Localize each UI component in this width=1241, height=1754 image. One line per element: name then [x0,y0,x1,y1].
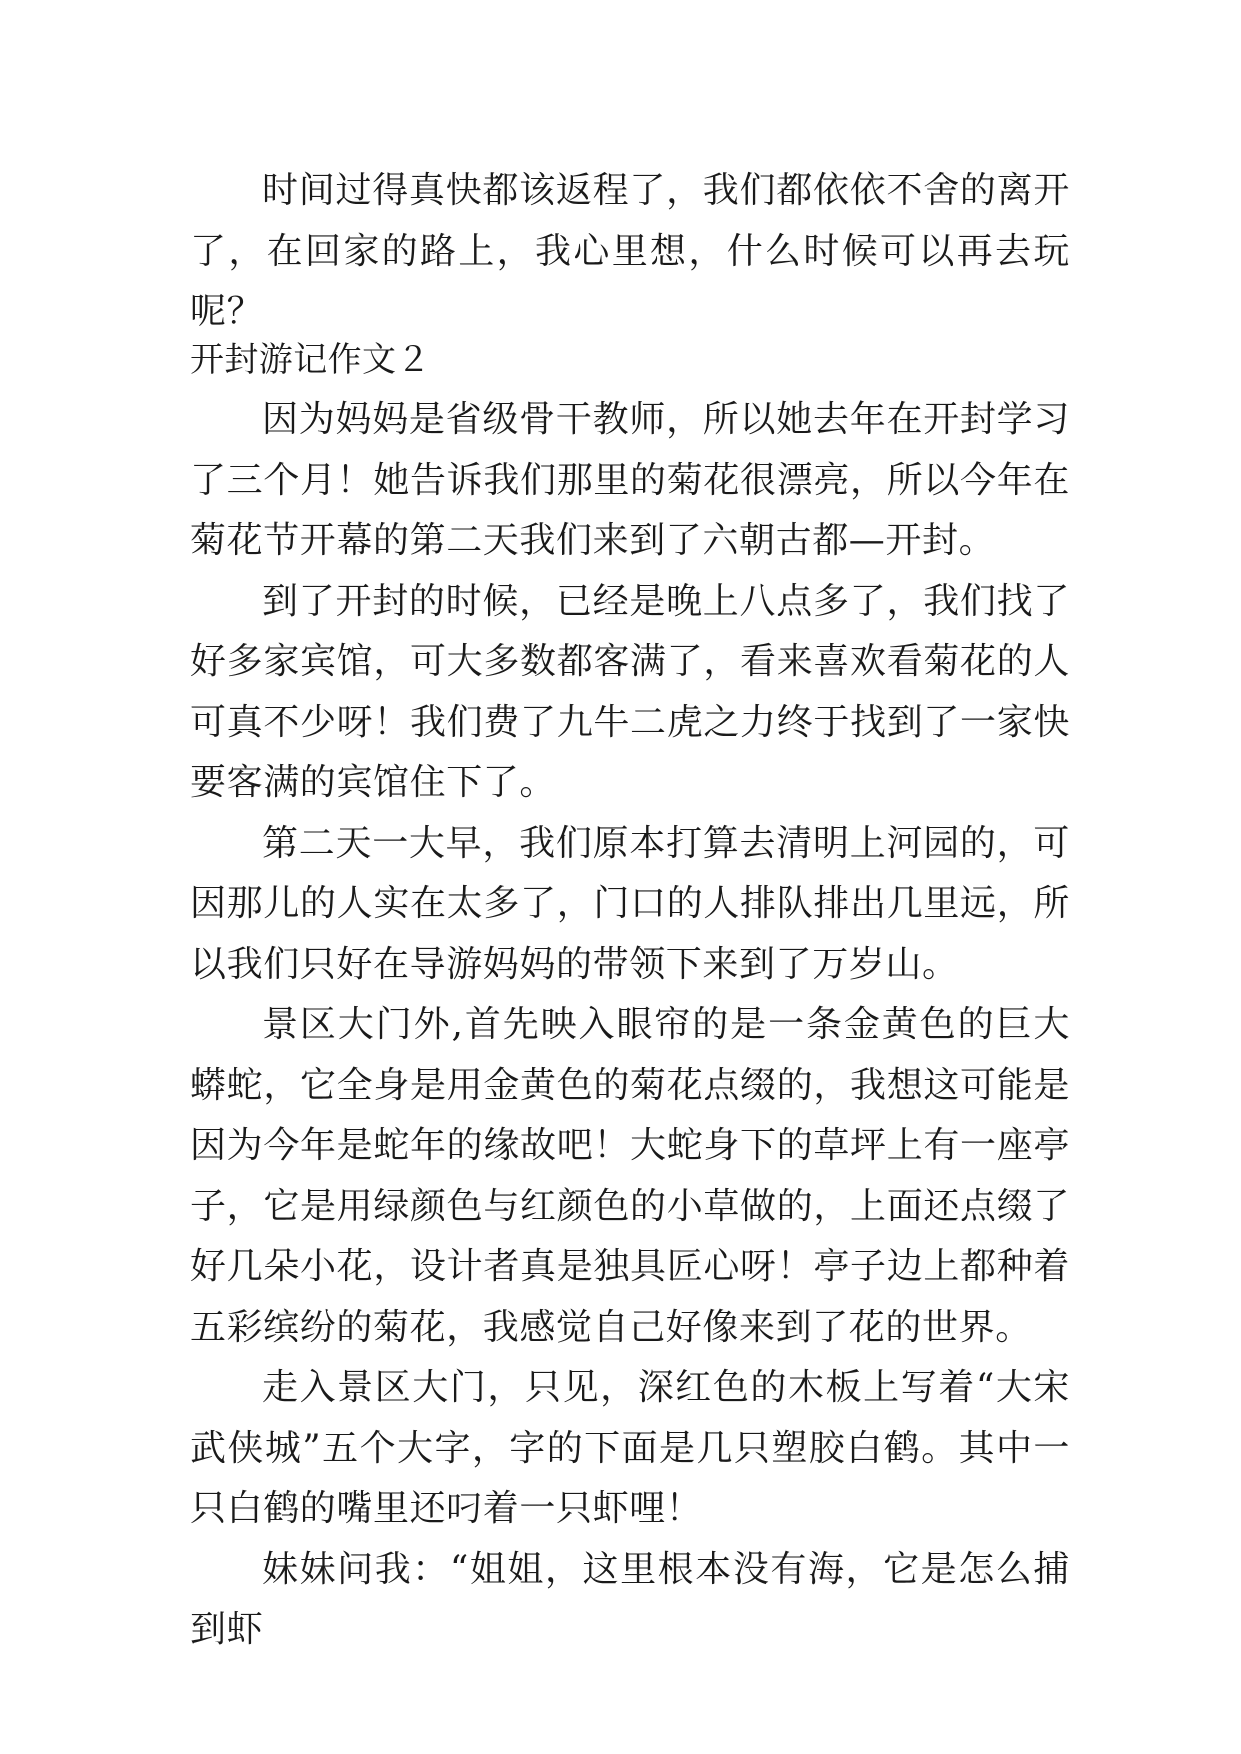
intro-paragraph: 时间过得真快都该返程了，我们都依依不舍的离开了，在回家的路上，我心里想，什么时候可以再去玩呢？ [190,170,1070,332]
intro-section [190,161,1070,343]
body-paragraph: 第二天一大早，我们原本打算去清明上河园的，可因那儿的人实在太多了，门口的人排队排出几里远，所以我们只好在导游妈妈的带领下来到了万岁山。 [190,822,1070,985]
body-paragraph: 妹妹问我：“姐姐，这里根本没有海，它是怎么捕到虾 [190,1548,1070,1650]
body-paragraph: 因为妈妈是省级骨干教师，所以她去年在开封学习了三个月！她告诉我们那里的菊花很漂亮，所以今年在菊花节开幕的第二天我们来到了六朝古都—开封。 [190,399,1070,561]
body-paragraph: 走入景区大门，只见，深红色的木板上写着“大宋武侠城”五个大字，字的下面是几只塑胶白鹤。其中一只白鹤的嘴里还叼着一只虾哩！ [190,1367,1070,1529]
essay-section [190,330,1070,1661]
section-title: 开封游记作文２ [190,340,431,380]
body-paragraph: 到了开封的时候，已经是晚上八点多了，我们找了好多家宾馆，可大多数都客满了，看来喜欢看菊花的人可真不少呀！我们费了九牛二虎之力终于找到了一家快要客满的宾馆住下了。 [190,580,1070,803]
body-paragraph: 景区大门外,首先映入眼帘的是一条金黄色的巨大蟒蛇，它全身是用金黄色的菊花点缀的，我想这可能是因为今年是蛇年的缘故吧！大蛇身下的草坪上有一座亭子，它是用绿颜色与红颜色的小草做的，上面还点缀了好几朵小花，设计者真是独具匠心呀！亭子边上都种着五彩缤纷的菊花，我感觉自己好像来到了花的世界。 [190,1004,1070,1348]
